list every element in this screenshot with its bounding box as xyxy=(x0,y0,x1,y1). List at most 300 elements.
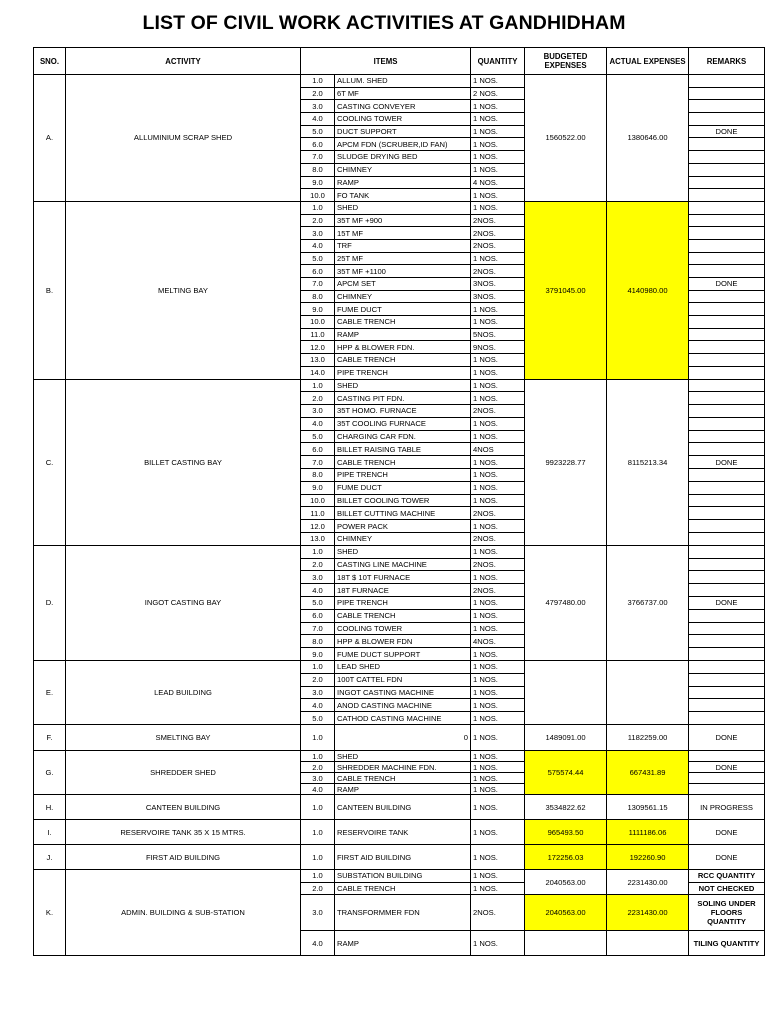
item-number: 1.0 xyxy=(301,870,335,883)
item-name: CABLE TRENCH xyxy=(335,456,471,469)
section-budgeted-expenses: 9923228.77 xyxy=(525,379,607,545)
remarks-empty-cell xyxy=(689,648,765,661)
item-quantity: 1 NOS. xyxy=(471,252,525,265)
item-number: 7.0 xyxy=(301,456,335,469)
section-budgeted-expenses: 172256.03 xyxy=(525,845,607,870)
item-name: FUME DUCT xyxy=(335,303,471,316)
item-quantity: 1 NOS. xyxy=(471,151,525,164)
remarks-empty-cell xyxy=(689,87,765,100)
item-number: 1.0 xyxy=(301,751,335,762)
section-budgeted-expenses: 2040563.00 xyxy=(525,870,607,895)
item-name: RAMP xyxy=(335,176,471,189)
item-number: 10.0 xyxy=(301,316,335,329)
section-sno: B. xyxy=(34,201,66,379)
item-number: 2.0 xyxy=(301,214,335,227)
item-quantity: 1 NOS. xyxy=(471,571,525,584)
item-number: 2.0 xyxy=(301,673,335,686)
remarks-empty-cell xyxy=(689,214,765,227)
remarks-empty-cell xyxy=(689,533,765,546)
item-number: 7.0 xyxy=(301,278,335,291)
remarks-empty-cell xyxy=(689,481,765,494)
item-number: 2.0 xyxy=(301,762,335,773)
item-number: 2.0 xyxy=(301,392,335,405)
item-quantity: 1 NOS. xyxy=(471,520,525,533)
item-name: CANTEEN BUILDING xyxy=(335,795,471,820)
item-name: SHED xyxy=(335,751,471,762)
section-budgeted-expenses: 965493.50 xyxy=(525,820,607,845)
item-name: SUBSTATION BUILDING xyxy=(335,870,471,883)
section-remarks xyxy=(689,686,765,699)
section-sno: I. xyxy=(34,820,66,845)
item-quantity: 1 NOS. xyxy=(471,931,525,956)
item-name: FUME DUCT SUPPORT xyxy=(335,648,471,661)
item-name: SHED xyxy=(335,379,471,392)
section-activity: BILLET CASTING BAY xyxy=(66,379,301,545)
section-actual-expenses: 1111186.06 xyxy=(607,820,689,845)
item-quantity: 1 NOS. xyxy=(471,699,525,712)
item-number: 1.0 xyxy=(301,545,335,558)
item-name: CATHOD CASTING MACHINE xyxy=(335,712,471,725)
item-number: 11.0 xyxy=(301,328,335,341)
item-name: FUME DUCT xyxy=(335,481,471,494)
table-row xyxy=(34,725,765,751)
item-number: 3.0 xyxy=(301,686,335,699)
header-items: ITEMS xyxy=(301,48,471,75)
section-actual-expenses: 667431.89 xyxy=(607,751,689,795)
item-name: CASTING PIT FDN. xyxy=(335,392,471,405)
item-number: 7.0 xyxy=(301,151,335,164)
remarks-empty-cell xyxy=(689,558,765,571)
item-number: 10.0 xyxy=(301,189,335,202)
item-name: FIRST AID BUILDING xyxy=(335,845,471,870)
item-number: 8.0 xyxy=(301,635,335,648)
remarks-empty-cell xyxy=(689,189,765,202)
item-quantity: 2NOS. xyxy=(471,533,525,546)
section-budgeted-expenses: 2040563.00 xyxy=(525,895,607,931)
item-name: POWER PACK xyxy=(335,520,471,533)
section-remarks: DONE xyxy=(689,725,765,751)
item-name: RAMP xyxy=(335,931,471,956)
item-number: 6.0 xyxy=(301,138,335,151)
section-sno: E. xyxy=(34,661,66,725)
item-name: BILLET COOLING TOWER xyxy=(335,494,471,507)
remarks-empty-cell xyxy=(689,341,765,354)
item-number: 1.0 xyxy=(301,379,335,392)
item-name: APCM FDN (SCRUBER,ID FAN) xyxy=(335,138,471,151)
item-number: 5.0 xyxy=(301,252,335,265)
item-number: 3.0 xyxy=(301,571,335,584)
section-actual-expenses: 3766737.00 xyxy=(607,545,689,660)
section-remarks: DONE xyxy=(689,820,765,845)
remarks-empty-cell xyxy=(689,430,765,443)
item-number: 13.0 xyxy=(301,533,335,546)
item-name: SHED xyxy=(335,201,471,214)
item-name: COOLING TOWER xyxy=(335,113,471,126)
item-quantity: 2NOS. xyxy=(471,265,525,278)
section-budgeted-expenses xyxy=(525,661,607,725)
item-name: PIPE TRENCH xyxy=(335,366,471,379)
item-quantity: 1 NOS. xyxy=(471,622,525,635)
item-name: TRF xyxy=(335,239,471,252)
item-number: 3.0 xyxy=(301,895,335,931)
remarks-empty-cell xyxy=(689,417,765,430)
table-row xyxy=(34,845,765,870)
item-number: 3.0 xyxy=(301,773,335,784)
item-quantity: 1 NOS. xyxy=(471,125,525,138)
item-quantity: 1 NOS. xyxy=(471,762,525,773)
item-name: 35T HOMO. FURNACE xyxy=(335,405,471,418)
item-quantity: 2 NOS. xyxy=(471,87,525,100)
item-number: 8.0 xyxy=(301,163,335,176)
section-sno: F. xyxy=(34,725,66,751)
item-name: CHIMNEY xyxy=(335,163,471,176)
remarks-empty-cell xyxy=(689,609,765,622)
item-name: SHREDDER MACHINE FDN. xyxy=(335,762,471,773)
section-activity: LEAD BUILDING xyxy=(66,661,301,725)
section-actual-expenses: 8115213.34 xyxy=(607,379,689,545)
item-name: ALLUM. SHED xyxy=(335,75,471,88)
section-remarks: DONE xyxy=(689,762,765,773)
item-name: CABLE TRENCH xyxy=(335,882,471,895)
item-quantity: 4NOS. xyxy=(471,635,525,648)
remarks-empty-cell xyxy=(689,366,765,379)
item-name: 35T MF +900 xyxy=(335,214,471,227)
section-activity: CANTEEN BUILDING xyxy=(66,795,301,820)
item-number: 1.0 xyxy=(301,820,335,845)
item-quantity: 1 NOS. xyxy=(471,481,525,494)
item-number: 1.0 xyxy=(301,845,335,870)
remarks-empty-cell xyxy=(689,784,765,795)
section-activity: MELTING BAY xyxy=(66,201,301,379)
section-budgeted-expenses: 3534822.62 xyxy=(525,795,607,820)
item-quantity: 1 NOS. xyxy=(471,189,525,202)
remarks-empty-cell xyxy=(689,239,765,252)
item-remark: NOT CHECKED xyxy=(689,882,765,895)
section-budgeted-expenses: 3791045.00 xyxy=(525,201,607,379)
section-actual-expenses: 1380646.00 xyxy=(607,75,689,202)
item-name: HPP & BLOWER FDN. xyxy=(335,341,471,354)
item-name: LEAD SHED xyxy=(335,661,471,674)
section-activity: FIRST AID BUILDING xyxy=(66,845,301,870)
item-quantity: 1 NOS. xyxy=(471,673,525,686)
item-number: 9.0 xyxy=(301,176,335,189)
item-quantity: 1 NOS. xyxy=(471,882,525,895)
item-number: 5.0 xyxy=(301,125,335,138)
item-name: 0 xyxy=(335,725,471,751)
item-quantity: 2NOS. xyxy=(471,214,525,227)
remarks-empty-cell xyxy=(689,290,765,303)
header-remarks: REMARKS xyxy=(689,48,765,75)
item-remark: SOLING UNDER FLOORS QUANTITY xyxy=(689,895,765,931)
section-actual-expenses: 1309561.15 xyxy=(607,795,689,820)
remarks-empty-cell xyxy=(689,622,765,635)
item-name: FO TANK xyxy=(335,189,471,202)
item-number: 7.0 xyxy=(301,622,335,635)
item-quantity: 1 NOS. xyxy=(471,820,525,845)
item-number: 2.0 xyxy=(301,882,335,895)
table-row xyxy=(34,751,765,762)
remarks-empty-cell xyxy=(689,712,765,725)
remarks-empty-cell xyxy=(689,354,765,367)
item-name: 6T MF xyxy=(335,87,471,100)
table-row xyxy=(34,75,765,88)
item-number: 2.0 xyxy=(301,558,335,571)
section-sno: H. xyxy=(34,795,66,820)
item-name: SLUDGE DRYING BED xyxy=(335,151,471,164)
item-name: INGOT CASTING MACHINE xyxy=(335,686,471,699)
section-actual-expenses: 2231430.00 xyxy=(607,895,689,931)
table-row xyxy=(34,661,765,674)
header-budgeted-expenses: BUDGETED EXPENSES xyxy=(525,48,607,75)
item-quantity: 1 NOS. xyxy=(471,648,525,661)
section-sno: J. xyxy=(34,845,66,870)
item-quantity: 1 NOS. xyxy=(471,597,525,610)
item-number: 10.0 xyxy=(301,494,335,507)
item-quantity: 1 NOS. xyxy=(471,686,525,699)
item-quantity: 2NOS. xyxy=(471,239,525,252)
section-remarks: DONE xyxy=(689,125,765,138)
item-quantity: 1 NOS. xyxy=(471,795,525,820)
section-sno: C. xyxy=(34,379,66,545)
item-number: 13.0 xyxy=(301,354,335,367)
item-number: 12.0 xyxy=(301,341,335,354)
item-quantity: 1 NOS. xyxy=(471,75,525,88)
section-sno: D. xyxy=(34,545,66,660)
section-activity: RESERVOIRE TANK 35 X 15 MTRS. xyxy=(66,820,301,845)
item-number: 8.0 xyxy=(301,290,335,303)
item-name: BILLET CUTTING MACHINE xyxy=(335,507,471,520)
item-number: 6.0 xyxy=(301,443,335,456)
remarks-empty-cell xyxy=(689,328,765,341)
section-remarks: DONE xyxy=(689,597,765,610)
item-quantity: 1 NOS. xyxy=(471,661,525,674)
item-number: 4.0 xyxy=(301,699,335,712)
item-quantity: 2NOS. xyxy=(471,405,525,418)
remarks-empty-cell xyxy=(689,507,765,520)
item-number: 5.0 xyxy=(301,430,335,443)
remarks-empty-cell xyxy=(689,443,765,456)
section-actual-expenses: 4140980.00 xyxy=(607,201,689,379)
table-row xyxy=(34,379,765,392)
item-number: 2.0 xyxy=(301,87,335,100)
section-remarks: IN PROGRESS xyxy=(689,795,765,820)
remarks-empty-cell xyxy=(689,405,765,418)
item-quantity: 1 NOS. xyxy=(471,379,525,392)
item-name: 100T CATTEL FDN xyxy=(335,673,471,686)
table-row xyxy=(34,201,765,214)
item-number: 6.0 xyxy=(301,609,335,622)
item-name: CABLE TRENCH xyxy=(335,316,471,329)
remarks-empty-cell xyxy=(689,469,765,482)
header-actual-expenses: ACTUAL EXPENSES xyxy=(607,48,689,75)
section-activity: ALLUMINIUM SCRAP SHED xyxy=(66,75,301,202)
item-name: 35T MF +1100 xyxy=(335,265,471,278)
item-name: CASTING CONVEYER xyxy=(335,100,471,113)
remarks-empty-cell xyxy=(689,584,765,597)
section-budgeted-expenses: 575574.44 xyxy=(525,751,607,795)
remarks-empty-cell xyxy=(689,673,765,686)
item-quantity: 1 NOS. xyxy=(471,366,525,379)
item-name: 15T MF xyxy=(335,227,471,240)
remarks-empty-cell xyxy=(689,176,765,189)
section-remarks: DONE xyxy=(689,278,765,291)
item-quantity: 4 NOS. xyxy=(471,176,525,189)
remarks-empty-cell xyxy=(689,138,765,151)
item-quantity: 2NOS. xyxy=(471,895,525,931)
civil-work-table xyxy=(33,47,765,956)
section-actual-expenses xyxy=(607,661,689,725)
remarks-empty-cell xyxy=(689,520,765,533)
item-number: 1.0 xyxy=(301,725,335,751)
table-row xyxy=(34,795,765,820)
item-quantity: 1 NOS. xyxy=(471,773,525,784)
remarks-empty-cell xyxy=(689,661,765,674)
item-quantity: 1 NOS. xyxy=(471,751,525,762)
section-actual-expenses: 2231430.00 xyxy=(607,870,689,895)
item-quantity: 1 NOS. xyxy=(471,712,525,725)
remarks-empty-cell xyxy=(689,545,765,558)
item-quantity: 1 NOS. xyxy=(471,100,525,113)
item-number: 1.0 xyxy=(301,201,335,214)
item-number: 4.0 xyxy=(301,584,335,597)
item-name: 35T COOLING FURNACE xyxy=(335,417,471,430)
section-remarks: DONE xyxy=(689,456,765,469)
remarks-empty-cell xyxy=(689,201,765,214)
item-name: 18T FURNACE xyxy=(335,584,471,597)
header-activity: ACTIVITY xyxy=(66,48,301,75)
item-number: 5.0 xyxy=(301,712,335,725)
item-quantity: 2NOS. xyxy=(471,507,525,520)
item-number: 1.0 xyxy=(301,661,335,674)
item-quantity: 2NOS. xyxy=(471,558,525,571)
remarks-empty-cell xyxy=(689,163,765,176)
item-quantity: 1 NOS. xyxy=(471,725,525,751)
section-actual-expenses: 1182259.00 xyxy=(607,725,689,751)
budgeted-empty-cell xyxy=(525,931,607,956)
item-name: PIPE TRENCH xyxy=(335,597,471,610)
item-name: RAMP xyxy=(335,328,471,341)
section-budgeted-expenses: 1489091.00 xyxy=(525,725,607,751)
remarks-empty-cell xyxy=(689,227,765,240)
item-quantity: 9NOS. xyxy=(471,341,525,354)
item-name: RESERVOIRE TANK xyxy=(335,820,471,845)
item-number: 9.0 xyxy=(301,481,335,494)
section-activity: SMELTING BAY xyxy=(66,725,301,751)
table-row xyxy=(34,545,765,558)
remarks-empty-cell xyxy=(689,252,765,265)
item-quantity: 1 NOS. xyxy=(471,545,525,558)
item-quantity: 1 NOS. xyxy=(471,113,525,126)
item-name: CABLE TRENCH xyxy=(335,773,471,784)
remarks-empty-cell xyxy=(689,571,765,584)
item-name: PIPE TRENCH xyxy=(335,469,471,482)
remarks-empty-cell xyxy=(689,316,765,329)
item-number: 1.0 xyxy=(301,75,335,88)
remarks-empty-cell xyxy=(689,151,765,164)
item-quantity: 3NOS. xyxy=(471,278,525,291)
item-name: APCM SET xyxy=(335,278,471,291)
remarks-empty-cell xyxy=(689,773,765,784)
item-quantity: 1 NOS. xyxy=(471,354,525,367)
section-activity: INGOT CASTING BAY xyxy=(66,545,301,660)
table-body xyxy=(34,75,765,956)
item-quantity: 1 NOS. xyxy=(471,417,525,430)
remarks-empty-cell xyxy=(689,635,765,648)
item-quantity: 4NOS xyxy=(471,443,525,456)
item-remark: RCC QUANTITY xyxy=(689,870,765,883)
item-remark: TILING QUANTITY xyxy=(689,931,765,956)
remarks-empty-cell xyxy=(689,75,765,88)
remarks-empty-cell xyxy=(689,379,765,392)
item-quantity: 1 NOS. xyxy=(471,784,525,795)
table-row xyxy=(34,870,765,883)
section-activity: SHREDDER SHED xyxy=(66,751,301,795)
item-name: HPP & BLOWER FDN xyxy=(335,635,471,648)
item-number: 14.0 xyxy=(301,366,335,379)
section-remarks: DONE xyxy=(689,845,765,870)
item-number: 5.0 xyxy=(301,597,335,610)
section-activity: ADMIN. BUILDING & SUB-STATION xyxy=(66,870,301,956)
section-budgeted-expenses: 4797480.00 xyxy=(525,545,607,660)
item-number: 12.0 xyxy=(301,520,335,533)
remarks-empty-cell xyxy=(689,303,765,316)
header-row xyxy=(34,48,765,75)
page-title: LIST OF CIVIL WORK ACTIVITIES AT GANDHIDHAM xyxy=(142,12,626,34)
remarks-empty-cell xyxy=(689,113,765,126)
item-quantity: 3NOS. xyxy=(471,290,525,303)
item-name: CHIMNEY xyxy=(335,533,471,546)
table-row xyxy=(34,820,765,845)
item-number: 3.0 xyxy=(301,405,335,418)
item-quantity: 1 NOS. xyxy=(471,870,525,883)
item-name: DUCT SUPPORT xyxy=(335,125,471,138)
item-number: 4.0 xyxy=(301,417,335,430)
item-name: CHARGING CAR FDN. xyxy=(335,430,471,443)
item-name: SHED xyxy=(335,545,471,558)
item-quantity: 5NOS. xyxy=(471,328,525,341)
item-quantity: 1 NOS. xyxy=(471,201,525,214)
item-name: CASTING LINE MACHINE xyxy=(335,558,471,571)
item-quantity: 1 NOS. xyxy=(471,469,525,482)
item-number: 4.0 xyxy=(301,784,335,795)
item-number: 9.0 xyxy=(301,303,335,316)
section-sno: G. xyxy=(34,751,66,795)
section-sno: A. xyxy=(34,75,66,202)
item-quantity: 1 NOS. xyxy=(471,316,525,329)
item-quantity: 1 NOS. xyxy=(471,609,525,622)
item-number: 6.0 xyxy=(301,265,335,278)
remarks-empty-cell xyxy=(689,751,765,762)
item-name: ANOD CASTING MACHINE xyxy=(335,699,471,712)
item-quantity: 1 NOS. xyxy=(471,303,525,316)
item-number: 3.0 xyxy=(301,227,335,240)
item-name: BILLET RAISING TABLE xyxy=(335,443,471,456)
actual-empty-cell xyxy=(607,931,689,956)
item-name: CABLE TRENCH xyxy=(335,609,471,622)
item-quantity: 1 NOS. xyxy=(471,163,525,176)
item-quantity: 1 NOS. xyxy=(471,456,525,469)
item-quantity: 1 NOS. xyxy=(471,430,525,443)
header-quantity: QUANTITY xyxy=(471,48,525,75)
item-name: 25T MF xyxy=(335,252,471,265)
item-number: 8.0 xyxy=(301,469,335,482)
item-number: 4.0 xyxy=(301,931,335,956)
item-number: 1.0 xyxy=(301,795,335,820)
item-quantity: 2NOS. xyxy=(471,584,525,597)
header-sno: SNO. xyxy=(34,48,66,75)
item-number: 4.0 xyxy=(301,239,335,252)
remarks-empty-cell xyxy=(689,265,765,278)
